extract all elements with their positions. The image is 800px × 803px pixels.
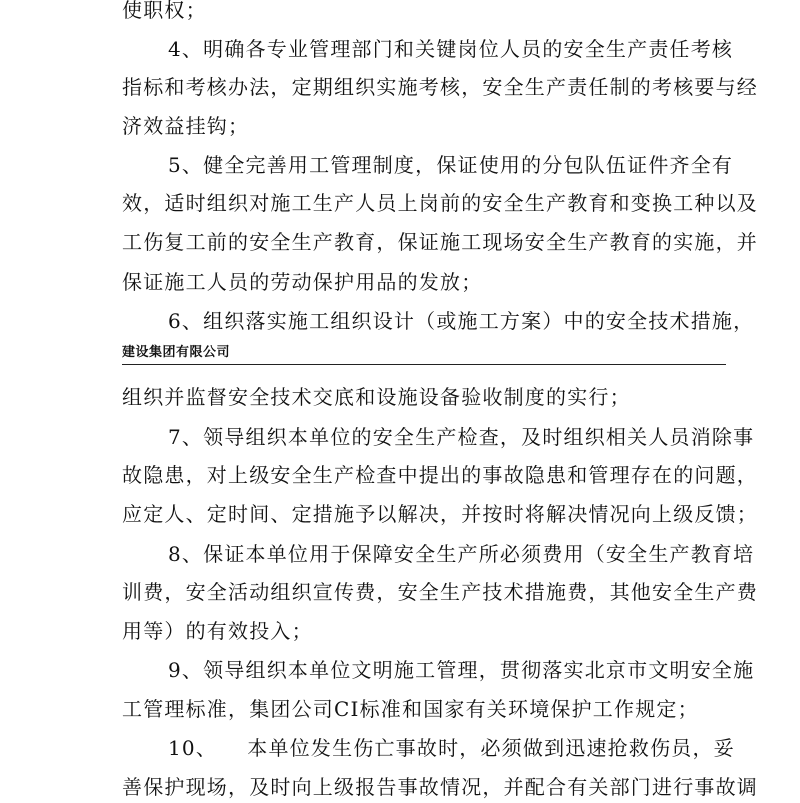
text-line: 工管理标准，集团公司CI标准和国家有关环境保护工作规定； <box>122 697 699 721</box>
text-line: 济效益挂钩； <box>122 114 250 138</box>
text-line: 指标和考核办法，定期组织实施考核，安全生产责任制的考核要与经 <box>122 75 758 99</box>
footer-company-name: 建设集团有限公司 <box>122 345 231 360</box>
text-line: 用等）的有效投入； <box>122 619 313 643</box>
text-line: 使职权； <box>122 0 207 22</box>
text-line: 保证施工人员的劳动保护用品的发放； <box>122 270 483 294</box>
text-line: 工伤复工前的安全生产教育，保证施工现场安全生产教育的实施，并 <box>122 230 758 254</box>
text-line: 9、领导组织本单位文明施工管理，贯彻落实北京市文明安全施 <box>168 658 755 682</box>
text-line: 4、明确各专业管理部门和关键岗位人员的安全生产责任考核 <box>168 37 734 61</box>
text-line: 7、领导组织本单位的安全生产检查，及时组织相关人员消除事 <box>168 425 755 449</box>
footer-divider <box>122 364 726 365</box>
text-line: 应定人、定时间、定措施予以解决，并按时将解决情况向上级反馈； <box>122 502 758 526</box>
text-line: 组织并监督安全技术交底和设施设备验收制度的实行； <box>122 385 631 409</box>
text-line: 8、保证本单位用于保障安全生产所必须费用（安全生产教育培 <box>168 542 755 566</box>
text-line: 善保护现场，及时向上级报告事故情况，并配合有关部门进行事故调 <box>122 775 758 799</box>
text-line: 10、 本单位发生伤亡事故时，必须做到迅速抢救伤员，妥 <box>168 736 735 760</box>
text-line: 效，适时组织对施工生产人员上岗前的安全生产教育和变换工种以及 <box>122 191 758 215</box>
text-line: 6、组织落实施工组织设计（或施工方案）中的安全技术措施， <box>168 309 755 333</box>
text-line: 故隐患，对上级安全生产检查中提出的事故隐患和管理存在的问题， <box>122 463 758 487</box>
text-line: 训费，安全活动组织宣传费，安全生产技术措施费，其他安全生产费 <box>122 580 758 604</box>
text-line: 5、健全完善用工管理制度，保证使用的分包队伍证件齐全有 <box>168 153 734 177</box>
